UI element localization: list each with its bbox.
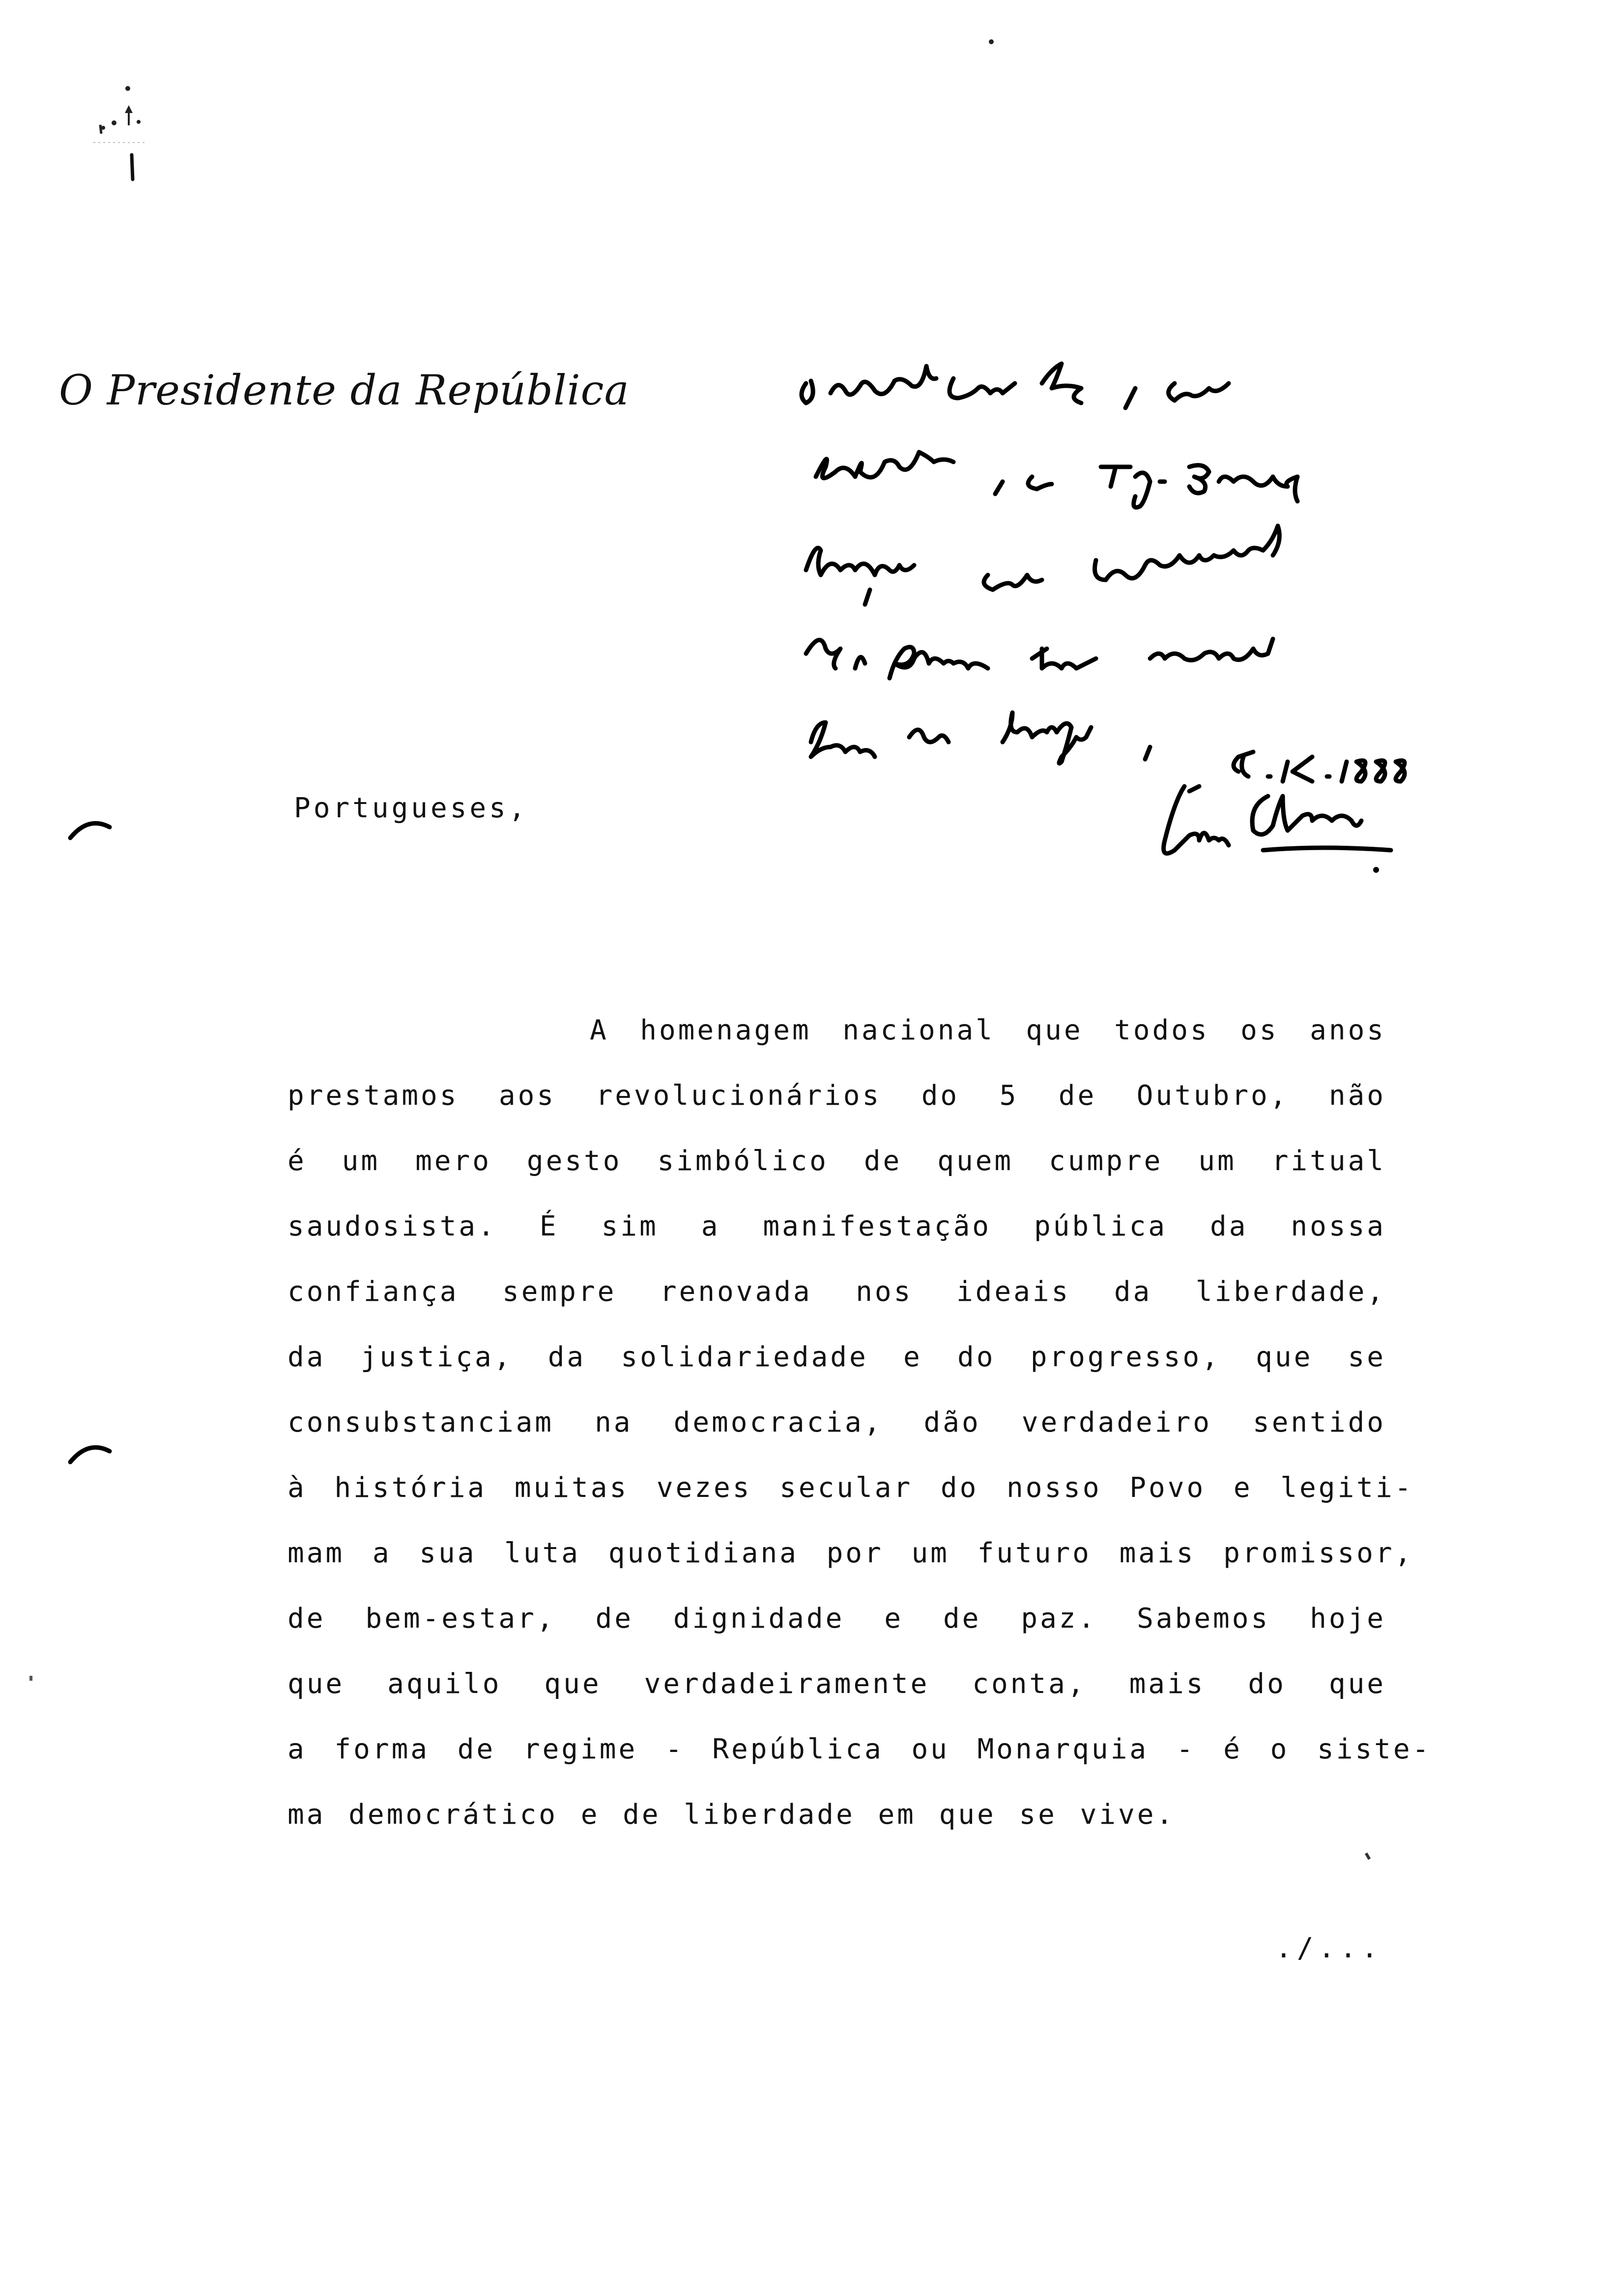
body-line: que aquilo que verdadeiramente conta, mais do que (288, 1668, 1386, 1700)
body-line: consubstanciam na democracia, dão verdadeiro sentido (288, 1406, 1386, 1438)
margin-speck (29, 1676, 32, 1681)
continuation-mark: ./... (1275, 1932, 1383, 1964)
archive-stamp-mark (84, 74, 162, 192)
body-line: saudosista. É sim a manifestação pública da nossa (288, 1210, 1386, 1242)
salutation: Portugueses, (294, 792, 528, 824)
body-line: ma democrático e de liberdade em que se vive. (288, 1799, 1176, 1831)
body-line: de bem-estar, de dignidade e de paz. Sabemos hoje (288, 1603, 1386, 1635)
body-line: da justiça, da solidariedade e do progresso, que se (288, 1341, 1386, 1373)
page-tick-mark (1365, 1852, 1371, 1860)
hole-punch-mark-bottom (66, 1437, 115, 1467)
hole-punch-mark-top (66, 813, 115, 843)
body-line: prestamos aos revolucionários do 5 de Outubro, não (288, 1080, 1386, 1112)
body-line: A homenagem nacional que todos os anos (590, 1014, 1386, 1046)
paper-speck (989, 39, 994, 44)
handwritten-note (796, 354, 1563, 894)
body-line: mam a sua luta quotidiana por um futuro mais promissor, (288, 1537, 1414, 1569)
body-line: confiança sempre renovada nos ideais da liberdade, (288, 1276, 1386, 1308)
body-line: é um mero gesto simbólico de quem cumpre um ritual (288, 1145, 1386, 1177)
body-paragraph (288, 998, 1432, 1847)
body-line: à história muitas vezes secular do nosso Povo e legiti- (288, 1472, 1414, 1504)
letterhead-title: O Presidente da República (59, 366, 630, 414)
body-line: a forma de regime - República ou Monarquia - é o siste- (288, 1733, 1432, 1765)
